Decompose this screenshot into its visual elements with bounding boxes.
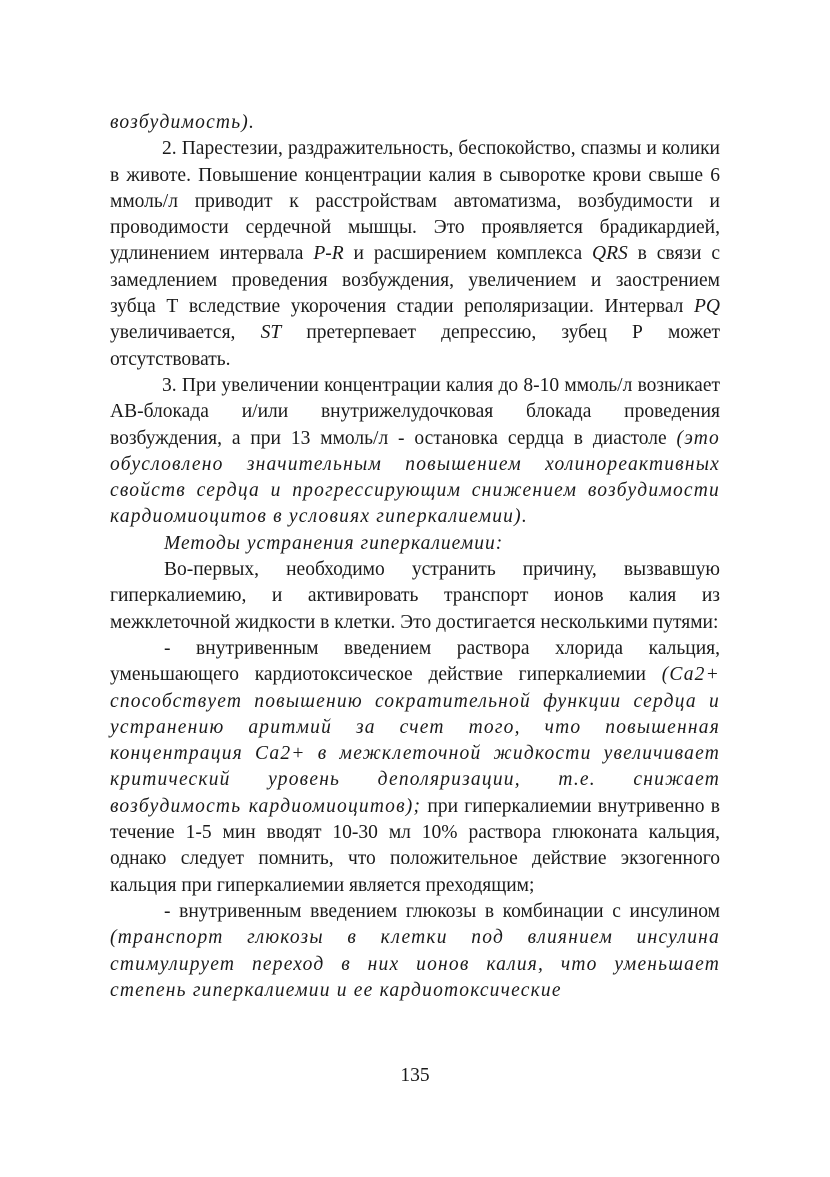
text: 3. При увеличении концентрации калия до 8-10 ммоль/л возникает АВ-блокада и/или внутрижелудочковая блокада проведения возбуждения, а при 13 ммоль/л - остановка сердца в диастоле (110, 374, 720, 449)
text-italic: P-R (313, 243, 344, 265)
paragraph-continuation (110, 110, 720, 136)
page-number: 135 (400, 1065, 430, 1086)
text: в связи с замедлением проведения возбуждения, увеличением и заострением зубца Т вследствие укорочения стадии реполяризации. Интервал (110, 243, 721, 318)
text: 2. Парестезии, раздражительность, беспокойство, спазмы и колики в животе. Повышение концентрации калия в сыворотке крови свыше 6 ммоль/л приводит к расстройствам автоматизма, возбудимости и проводимости сердечной мышцы. Это проявляется брадикардией, удлинением интервала (110, 138, 720, 265)
paragraph-item-3 (110, 373, 720, 531)
text: Во-первых, необходимо устранить причину, вызвавшую гиперкалиемию, и активировать транспорт ионов калия из межклеточной жидкости в клетки. Это достигается несколькими путями: (110, 559, 720, 633)
text-italic: возбудимость). (110, 112, 256, 133)
text-italic: (транспорт глюкозы в клетки под влиянием инсулина стимулирует переход в них ионов калия, что уменьшает степень гиперкалиемии и ее кардиотоксические (110, 927, 720, 1001)
text: при гиперкалиемии внутривенно в течение 1-5 мин вводят 10-30 мл 10% раствора глюконата кальция, однако следует помнить, что положительное действие экзогенного кальция при гиперкалиемии является преходящим; (110, 795, 720, 896)
paragraph-first (110, 557, 720, 636)
section-heading (110, 531, 720, 557)
paragraph-glucose (110, 899, 720, 1004)
paragraph-item-2 (110, 136, 720, 373)
heading-text: Методы устранения гиперкалиемии: (164, 532, 504, 554)
page-body (110, 110, 720, 1004)
text: увеличивается, (110, 322, 261, 344)
text: - внутривенным введением глюкозы в комбинации с инсулином (164, 900, 720, 922)
text: претерпевает депрессию, зубец Р может отсутствовать. (110, 322, 720, 370)
text-italic: QRS (592, 243, 628, 265)
text: и расширением комплекса (343, 243, 592, 265)
text-italic: (это обусловлено значительным повышением холинореактивных свойств сердца и прогрессирующим снижением возбудимости кардиомиоцитов в условиях гиперкалиемии). (110, 427, 720, 528)
text-italic: ST (260, 322, 282, 344)
text: - внутривенным введением раствора хлорида кальция, уменьшающего кардиотоксическое действие гиперкалиемии (110, 637, 720, 686)
text-italic: PQ (694, 296, 720, 318)
text-italic: (Са2+ способствует повышению сократительной функции сердца и устранению аритмий за счет того, что повышенная концентрация Са2+ в межклеточной жидкости увеличивает критический уровень деполяризации, т.е. снижает возбудимость кардиомиоцитов); (110, 664, 720, 817)
paragraph-calcium (110, 636, 720, 899)
